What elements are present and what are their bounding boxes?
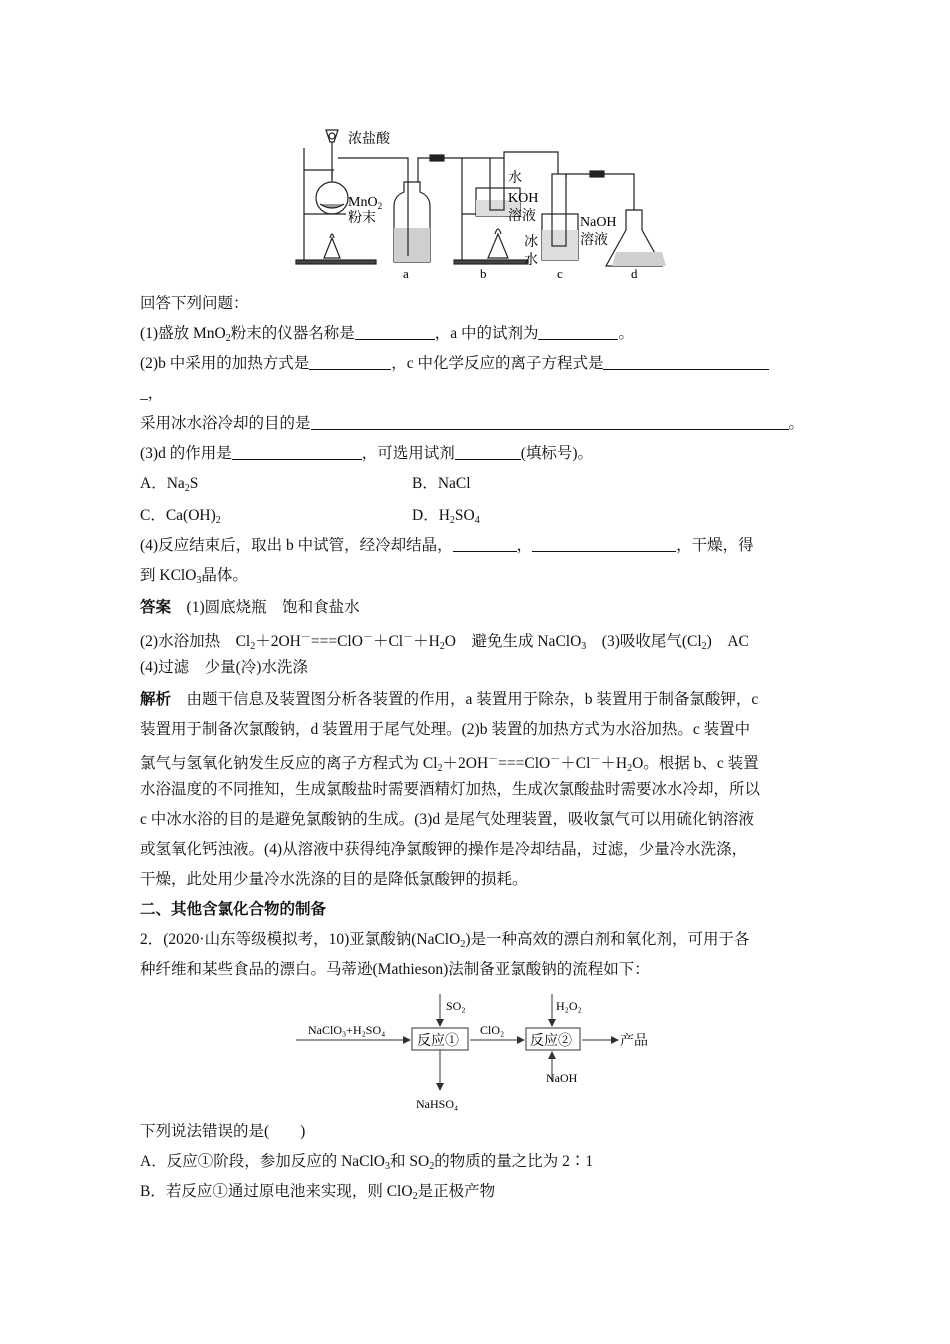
- analysis-line-7: 干燥，此处用少量冷水洗涤的目的是降低氯酸钾的损耗。: [140, 871, 528, 888]
- answer-line-1: 答案 (1)圆底烧瓶 饱和食盐水: [140, 599, 360, 616]
- analysis-line-2: 装置用于制备次氯酸钠，d 装置用于尾气处理。(2)b 装置的加热方式为水浴加热。c 装置中: [140, 721, 751, 738]
- q1-part2-cont: _，: [140, 385, 164, 402]
- q1-part4: (4)反应结束后，取出 b 中试管，经冷却结晶， ， ，干燥，得: [140, 537, 754, 554]
- label-naoh: NaOH: [580, 215, 617, 230]
- label-d: d: [631, 266, 638, 281]
- answer-line-3: (4)过滤 少量(冷)水洗涤: [140, 659, 308, 676]
- label-water: 水: [508, 171, 522, 186]
- apparatus-diagram: [290, 118, 670, 286]
- flow-input: NaClO₃+H₂SO₄: [308, 1023, 386, 1037]
- flow-nahso4: NaHSO₄: [416, 1097, 459, 1111]
- option-d: D．$H_2SO_4$: [412, 507, 480, 526]
- label-icewater: 水: [524, 253, 538, 268]
- q1-intro: 回答下列问题：: [140, 295, 249, 312]
- label-koh: KOH: [508, 191, 539, 206]
- label-c: c: [557, 266, 563, 281]
- analysis-line-6: 或氢氧化钙浊液。(4)从溶液中获得纯净氯酸钾的操作是冷却结晶，过滤，少量冷水洗涤，: [140, 841, 748, 858]
- label-b: b: [480, 266, 487, 281]
- q2-line-1: 2．(2020·山东等级模拟考，10)亚氯酸钠(NaClO$_2$)是一种高效的漂白剂和氧化剂，可用于各: [140, 931, 750, 950]
- flow-clo2: ClO₂: [480, 1023, 505, 1037]
- analysis-line-4: 水浴温度的不同推知，生成氯酸盐时需要酒精灯加热，生成次氯酸盐时需要冰水冷却，所以: [140, 781, 761, 798]
- label-powder: 粉末: [348, 211, 376, 226]
- flow-diagram: [290, 988, 670, 1114]
- flow-h2o2: H₂O₂: [556, 999, 582, 1013]
- analysis-line-3: 氯气与氢氧化钠发生反应的离子方程式为 $Cl_2+2OH^-===ClO^-+Cl^-+H_2O$。根据 b、c 装置: [140, 754, 759, 774]
- q2-option-b: B．若反应①通过原电池来实现，则 ClO$_2$是正极产物: [140, 1183, 496, 1202]
- q1-part2-purpose: 采用冰水浴冷却的目的是 。: [140, 415, 805, 432]
- option-b: B．NaCl: [412, 475, 471, 492]
- option-a: A．$Na_2S$: [140, 475, 199, 494]
- label-koh-solution: 溶液: [508, 209, 536, 224]
- label-naoh-solution: 溶液: [580, 233, 608, 248]
- q1-part1: (1)盛放 MnO$_2$粉末的仪器名称是 ，a 中的试剂为 。: [140, 325, 634, 344]
- flow-product: 产品: [620, 1034, 648, 1049]
- q2-option-a: A．反应①阶段，参加反应的 NaClO$_3$和 $SO_2$的物质的量之比为 2∶1: [140, 1153, 594, 1172]
- section-heading: 二、其他含氯化合物的制备: [140, 901, 327, 918]
- answer-line-2: (2)水浴加热 $Cl_2+2OH^-===ClO^-+Cl^-+H_2O$ 避免生成 NaClO$_3$ (3)吸收尾气$(Cl_2)$ AC: [140, 632, 749, 652]
- label-a: a: [403, 266, 409, 281]
- q1-part3: (3)d 的作用是 ，可选用试剂 (填标号)。: [140, 445, 594, 462]
- label-mno2: MnO$_2$: [348, 195, 383, 211]
- flow-reaction-2: 反应②: [530, 1034, 572, 1049]
- flow-so2: SO₂: [446, 999, 466, 1013]
- analysis-line-1: 解析 由题干信息及装置图分析各装置的作用，a 装置用于除杂，b 装置用于制备氯酸钾，c: [140, 691, 759, 708]
- flow-naoh: NaOH: [546, 1071, 578, 1085]
- q2-line-2: 种纤维和某些食品的漂白。马蒂逊(Mathieson)法制备亚氯酸钠的流程如下：: [140, 961, 650, 978]
- label-conc-hcl: 浓盐酸: [348, 132, 390, 147]
- option-c: C．$Ca(OH)_2$: [140, 507, 221, 526]
- q1-part4-cont: 到 KClO$_3$晶体。: [140, 567, 248, 586]
- label-ice: 冰: [524, 235, 538, 250]
- flow-reaction-1: 反应①: [417, 1034, 459, 1049]
- analysis-line-5: c 中冰水浴的目的是避免氯酸钠的生成。(3)d 是尾气处理装置，吸收氯气可以用硫化钠溶液: [140, 811, 754, 828]
- q1-part2: (2)b 中采用的加热方式是 ，c 中化学反应的离子方程式是: [140, 354, 769, 374]
- q2-stem: 下列说法错误的是( ): [140, 1123, 306, 1140]
